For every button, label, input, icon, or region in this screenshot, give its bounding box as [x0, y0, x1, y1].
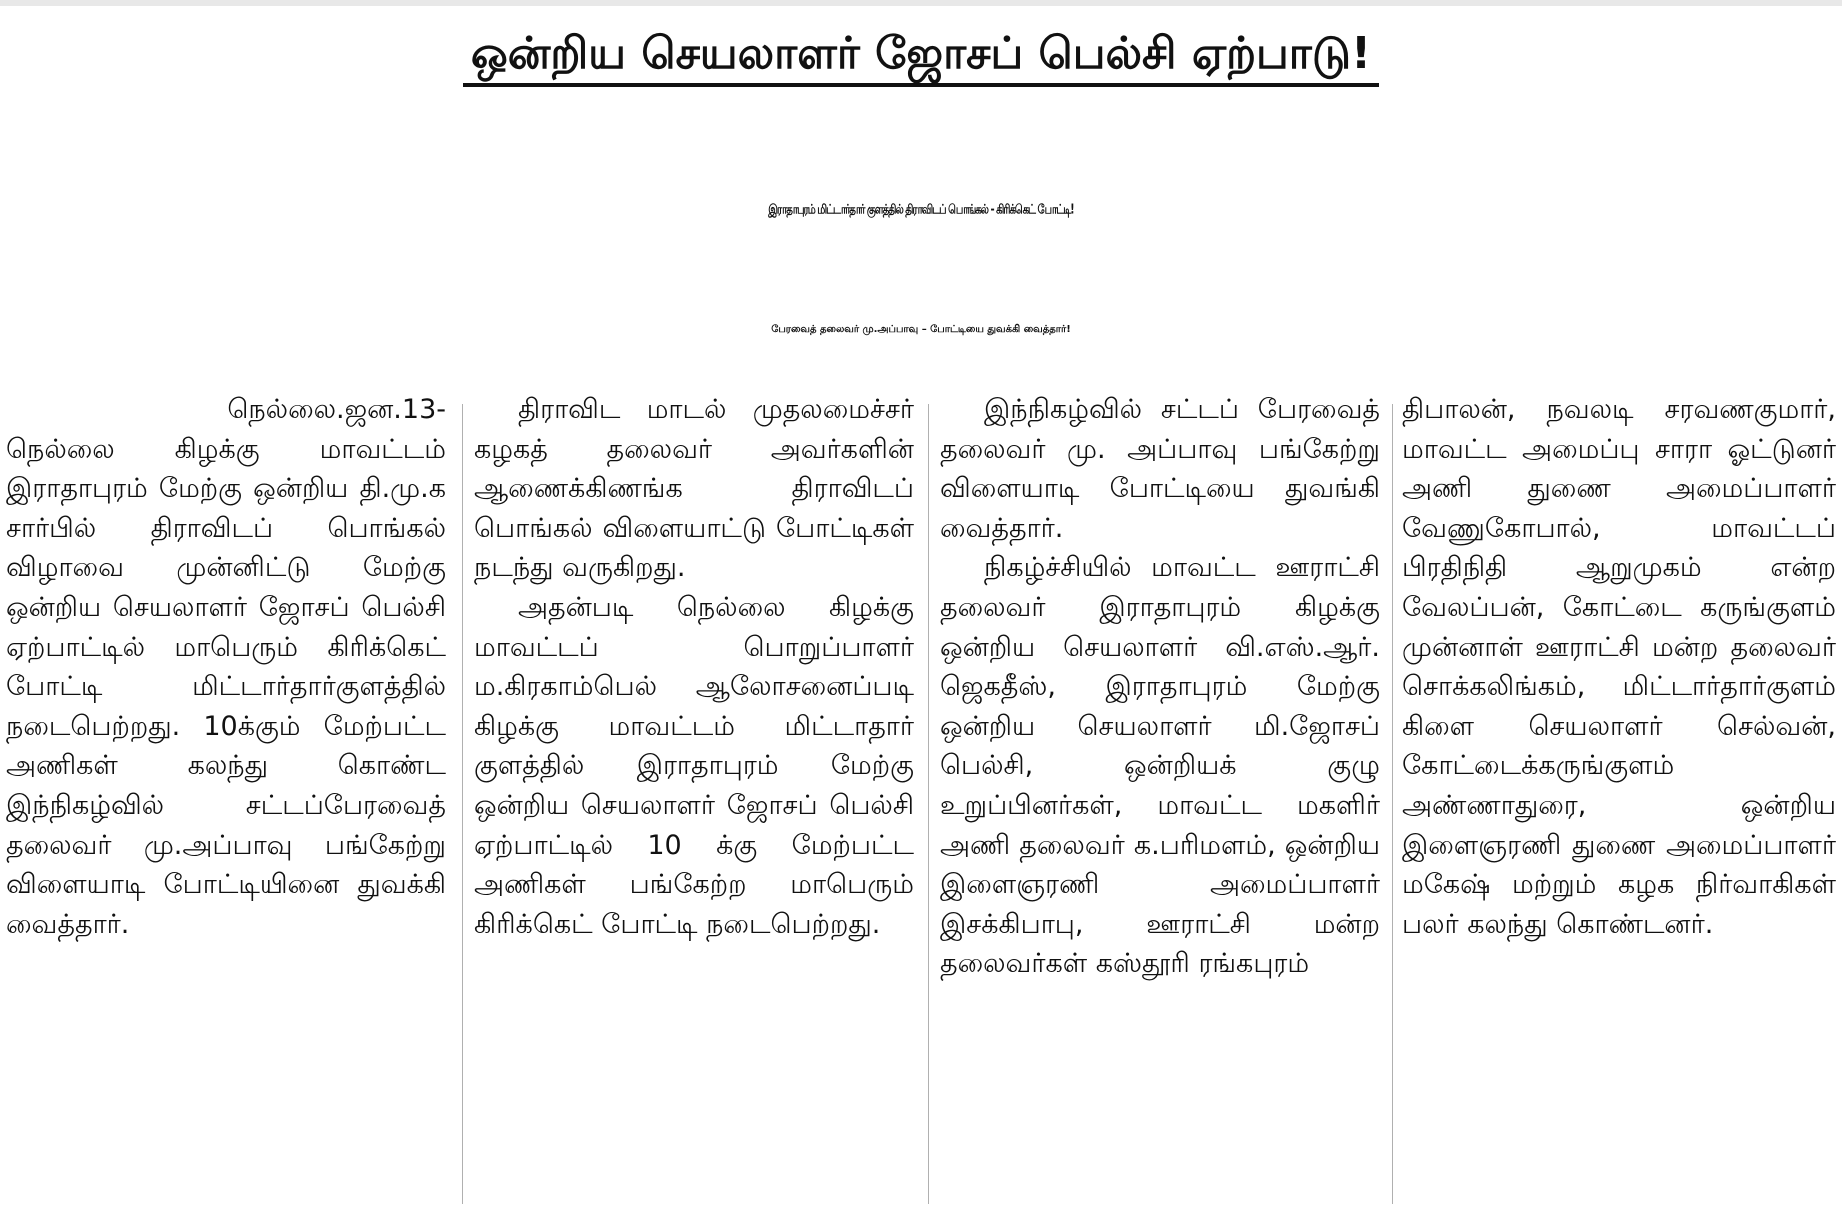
- paragraph: திராவிட மாடல் முதலமைச்சர் கழகத் தலைவர் அவர்களின் ஆணைக்கிணங்க திராவிடப் பொங்கல் விளையாட்டு போட்டிகள் நடந்து வருகிறது.: [474, 394, 914, 584]
- headline: இராதாபுரம் மிட்டார்தார் குளத்தில் திராவிடப் பொங்கல் - கிரிக்கெட் போட்டி!: [768, 203, 1074, 218]
- paragraph: திபாலன், நவலடி சரவணகுமார், மாவட்ட அமைப்பு சாரா ஓட்டுனர் அணி துணை அமைப்பாளர் வேணுகோபால், மாவட்டப் பிரதிநிதி ஆறுமுகம் என்ற வேலப்பன், கோட்டை கருங்குளம் முன்னாள் ஊராட்சி மன்ற தலைவர் சொக்கலிங்கம், மிட்டார்தார்குளம் கிளை செயலாளர் செல்வன், கோட்டைக்கருங்குளம் அண்ணாதுரை, ஒன்றிய இளைஞரணி துணை அமைப்பாளர் மகேஷ் மற்றும் கழக நிர்வாகிகள் பலர் கலந்து கொண்டனர்.: [1402, 394, 1836, 940]
- paragraph: அதன்படி நெல்லை கிழக்கு மாவட்டப் பொறுப்பாளர் ம.கிரகாம்பெல் ஆலோசனைப்படி கிழக்கு மாவட்டம் மிட்டாதார் குளத்தில் இராதாபுரம் மேற்கு ஒன்றிய செயலாளர் ஜோசப் பெல்சி ஏற்பாட்டில் 10 க்கு மேற்பட்ட அணிகள் பங்கேற்ற மாபெரும் கிரிக்கெட் போட்டி நடைபெற்றது.: [474, 591, 914, 940]
- column-divider: [928, 404, 929, 1204]
- paragraph: இந்நிகழ்வில் சட்டப் பேரவைத் தலைவர் மு. அப்பாவு பங்கேற்று விளையாடி போட்டியை துவங்கி வைத்தார்.: [940, 394, 1380, 544]
- paragraph: நிகழ்ச்சியில் மாவட்ட ஊராட்சி தலைவர் இராதாபுரம் கிழக்கு ஒன்றிய செயலாளர் வி.எஸ்.ஆர். ஜெகதீஸ், இராதாபுரம் மேற்கு ஒன்றிய செயலாளர் மி.ஜோசப் பெல்சி, ஒன்றியக் குழு உறுப்பினர்கள், மாவட்ட மகளிர் அணி தலைவர் க.பரிமளம், ஒன்றிய இளைஞரணி அமைப்பாளர் இசக்கிபாபு, ஊராட்சி மன்ற தலைவர்கள் கஸ்தூரி ரங்கபுரம்: [940, 552, 1380, 980]
- column-divider: [462, 404, 463, 1204]
- dateline: நெல்லை.ஜன.13-: [227, 394, 446, 425]
- kicker-text: ஒன்றிய செயலாளர் ஜோசப் பெல்சி ஏற்பாடு!: [463, 28, 1379, 87]
- top-rule: [0, 0, 1842, 6]
- column-3: [940, 390, 1380, 1210]
- kicker: [0, 24, 1842, 84]
- column-2: [474, 390, 914, 1210]
- column-4: [1402, 390, 1836, 1210]
- paragraph: நெல்லை கிழக்கு மாவட்டம் இராதாபுரம் மேற்கு ஒன்றிய தி.மு.க சார்பில் திராவிடப் பொங்கல் விழாவை முன்னிட்டு மேற்கு ஒன்றிய செயலாளர் ஜோசப் பெல்சி ஏற்பாட்டில் மாபெரும் கிரிக்கெட் போட்டி மிட்டார்தார்குளத்தில் நடைபெற்றது. 10க்கும் மேற்பட்ட அணிகள் கலந்து கொண்ட இந்நிகழ்வில் சட்டப்பேரவைத் தலைவர் மு.அப்பாவு பங்கேற்று விளையாடி போட்டியினை துவக்கி வைத்தார்.: [6, 433, 446, 940]
- subhead: பேரவைத் தலைவர் மு.அப்பாவு – போட்டியை துவக்கி வைத்தார்!: [771, 324, 1071, 335]
- column-divider: [1392, 404, 1393, 1204]
- article-body: [0, 390, 1842, 1214]
- column-1: [6, 390, 446, 1210]
